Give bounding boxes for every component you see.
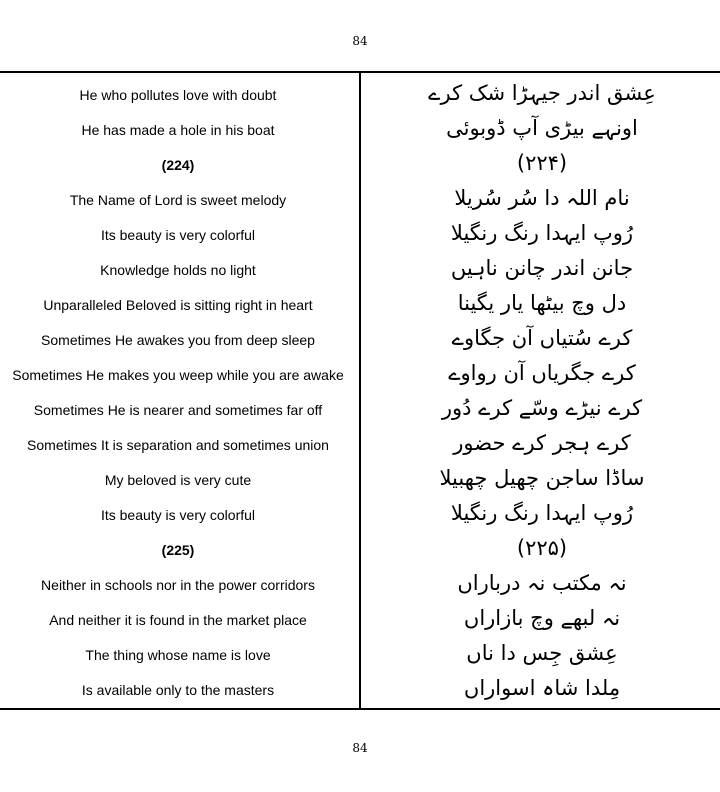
english-line: Sometimes He awakes you from deep sleep (41, 332, 315, 348)
verse-row (0, 255, 720, 290)
english-line: Sometimes It is separation and sometimes union (27, 437, 329, 453)
verse-row (0, 360, 720, 395)
english-line: Its beauty is very colorful (100, 507, 256, 523)
verse-row (0, 290, 720, 325)
english-line: Its beauty is very colorful (100, 227, 256, 243)
verse-row (0, 675, 720, 710)
urdu-line: نہ مکتب نہ درباراں (457, 571, 627, 595)
english-line: And neither it is found in the market place (49, 612, 307, 628)
english-line: Sometimes He is nearer and sometimes far off (33, 402, 323, 418)
urdu-line: رُوپ ایہدا رنگ رنگیلا (450, 501, 634, 525)
verse-number-row (0, 150, 720, 185)
urdu-line: نام اللہ دا سُر سُریلا (454, 186, 630, 210)
verse-row (0, 605, 720, 640)
urdu-line: جانن اندر چانن ناہیں (450, 256, 634, 280)
verse-row (0, 465, 720, 500)
verse-row (0, 220, 720, 255)
english-line: He who pollutes love with doubt (79, 87, 277, 103)
verse-table (0, 80, 720, 710)
verse-number-row (0, 535, 720, 570)
urdu-line: دل وچ بیٹھا یار یگینا (457, 291, 627, 315)
english-line: My beloved is very cute (104, 472, 252, 488)
english-line: Sometimes He makes you weep while you are awake (12, 367, 344, 383)
bottom-rule (0, 708, 720, 710)
verse-number-urdu: (۲۲۵) (516, 536, 568, 560)
english-line: Is available only to the masters (81, 682, 275, 698)
verse-row (0, 185, 720, 220)
verse-row (0, 80, 720, 115)
urdu-line: کرے ہجر کرے حضور (453, 431, 631, 455)
english-line: Unparalleled Beloved is sitting right in heart (43, 297, 313, 313)
page-number-bottom: 84 (352, 741, 368, 755)
urdu-line: عِشق اندر جیہڑا شک کرے (428, 81, 656, 105)
urdu-line: کرے جگریاں آن رواوے (448, 361, 636, 385)
verse-row (0, 325, 720, 360)
verse-row (0, 115, 720, 150)
verse-row (0, 500, 720, 535)
urdu-line: مِلدا شاہ اسواراں (463, 676, 621, 700)
verse-row (0, 430, 720, 465)
verse-row (0, 640, 720, 675)
page-number-top: 84 (352, 34, 368, 48)
verse-row (0, 395, 720, 430)
verse-number-english: (225) (161, 542, 195, 558)
urdu-line: اونہے بیڑی آپ ڈوبوئی (446, 116, 638, 140)
verse-number-english: (224) (161, 157, 195, 173)
english-line: Knowledge holds no light (100, 262, 256, 278)
english-line: The Name of Lord is sweet melody (69, 192, 287, 208)
urdu-line: کرے سُتیاں آن جگاوے (451, 326, 633, 350)
urdu-line: کرے نیڑے وسّے کرے دُور (441, 396, 643, 420)
urdu-line: ساڈا ساجن چھیل چھبیلا (439, 466, 645, 490)
verse-row (0, 570, 720, 605)
verse-number-urdu: (۲۲۴) (516, 151, 568, 175)
english-line: The thing whose name is love (85, 647, 271, 663)
english-line: He has made a hole in his boat (81, 122, 275, 138)
urdu-line: رُوپ ایہدا رنگ رنگیلا (450, 221, 634, 245)
urdu-line: عِشق جِس دا ناں (466, 641, 618, 665)
urdu-line: نہ لبھے وچ بازاراں (463, 606, 621, 630)
english-line: Neither in schools nor in the power corridors (41, 577, 315, 593)
